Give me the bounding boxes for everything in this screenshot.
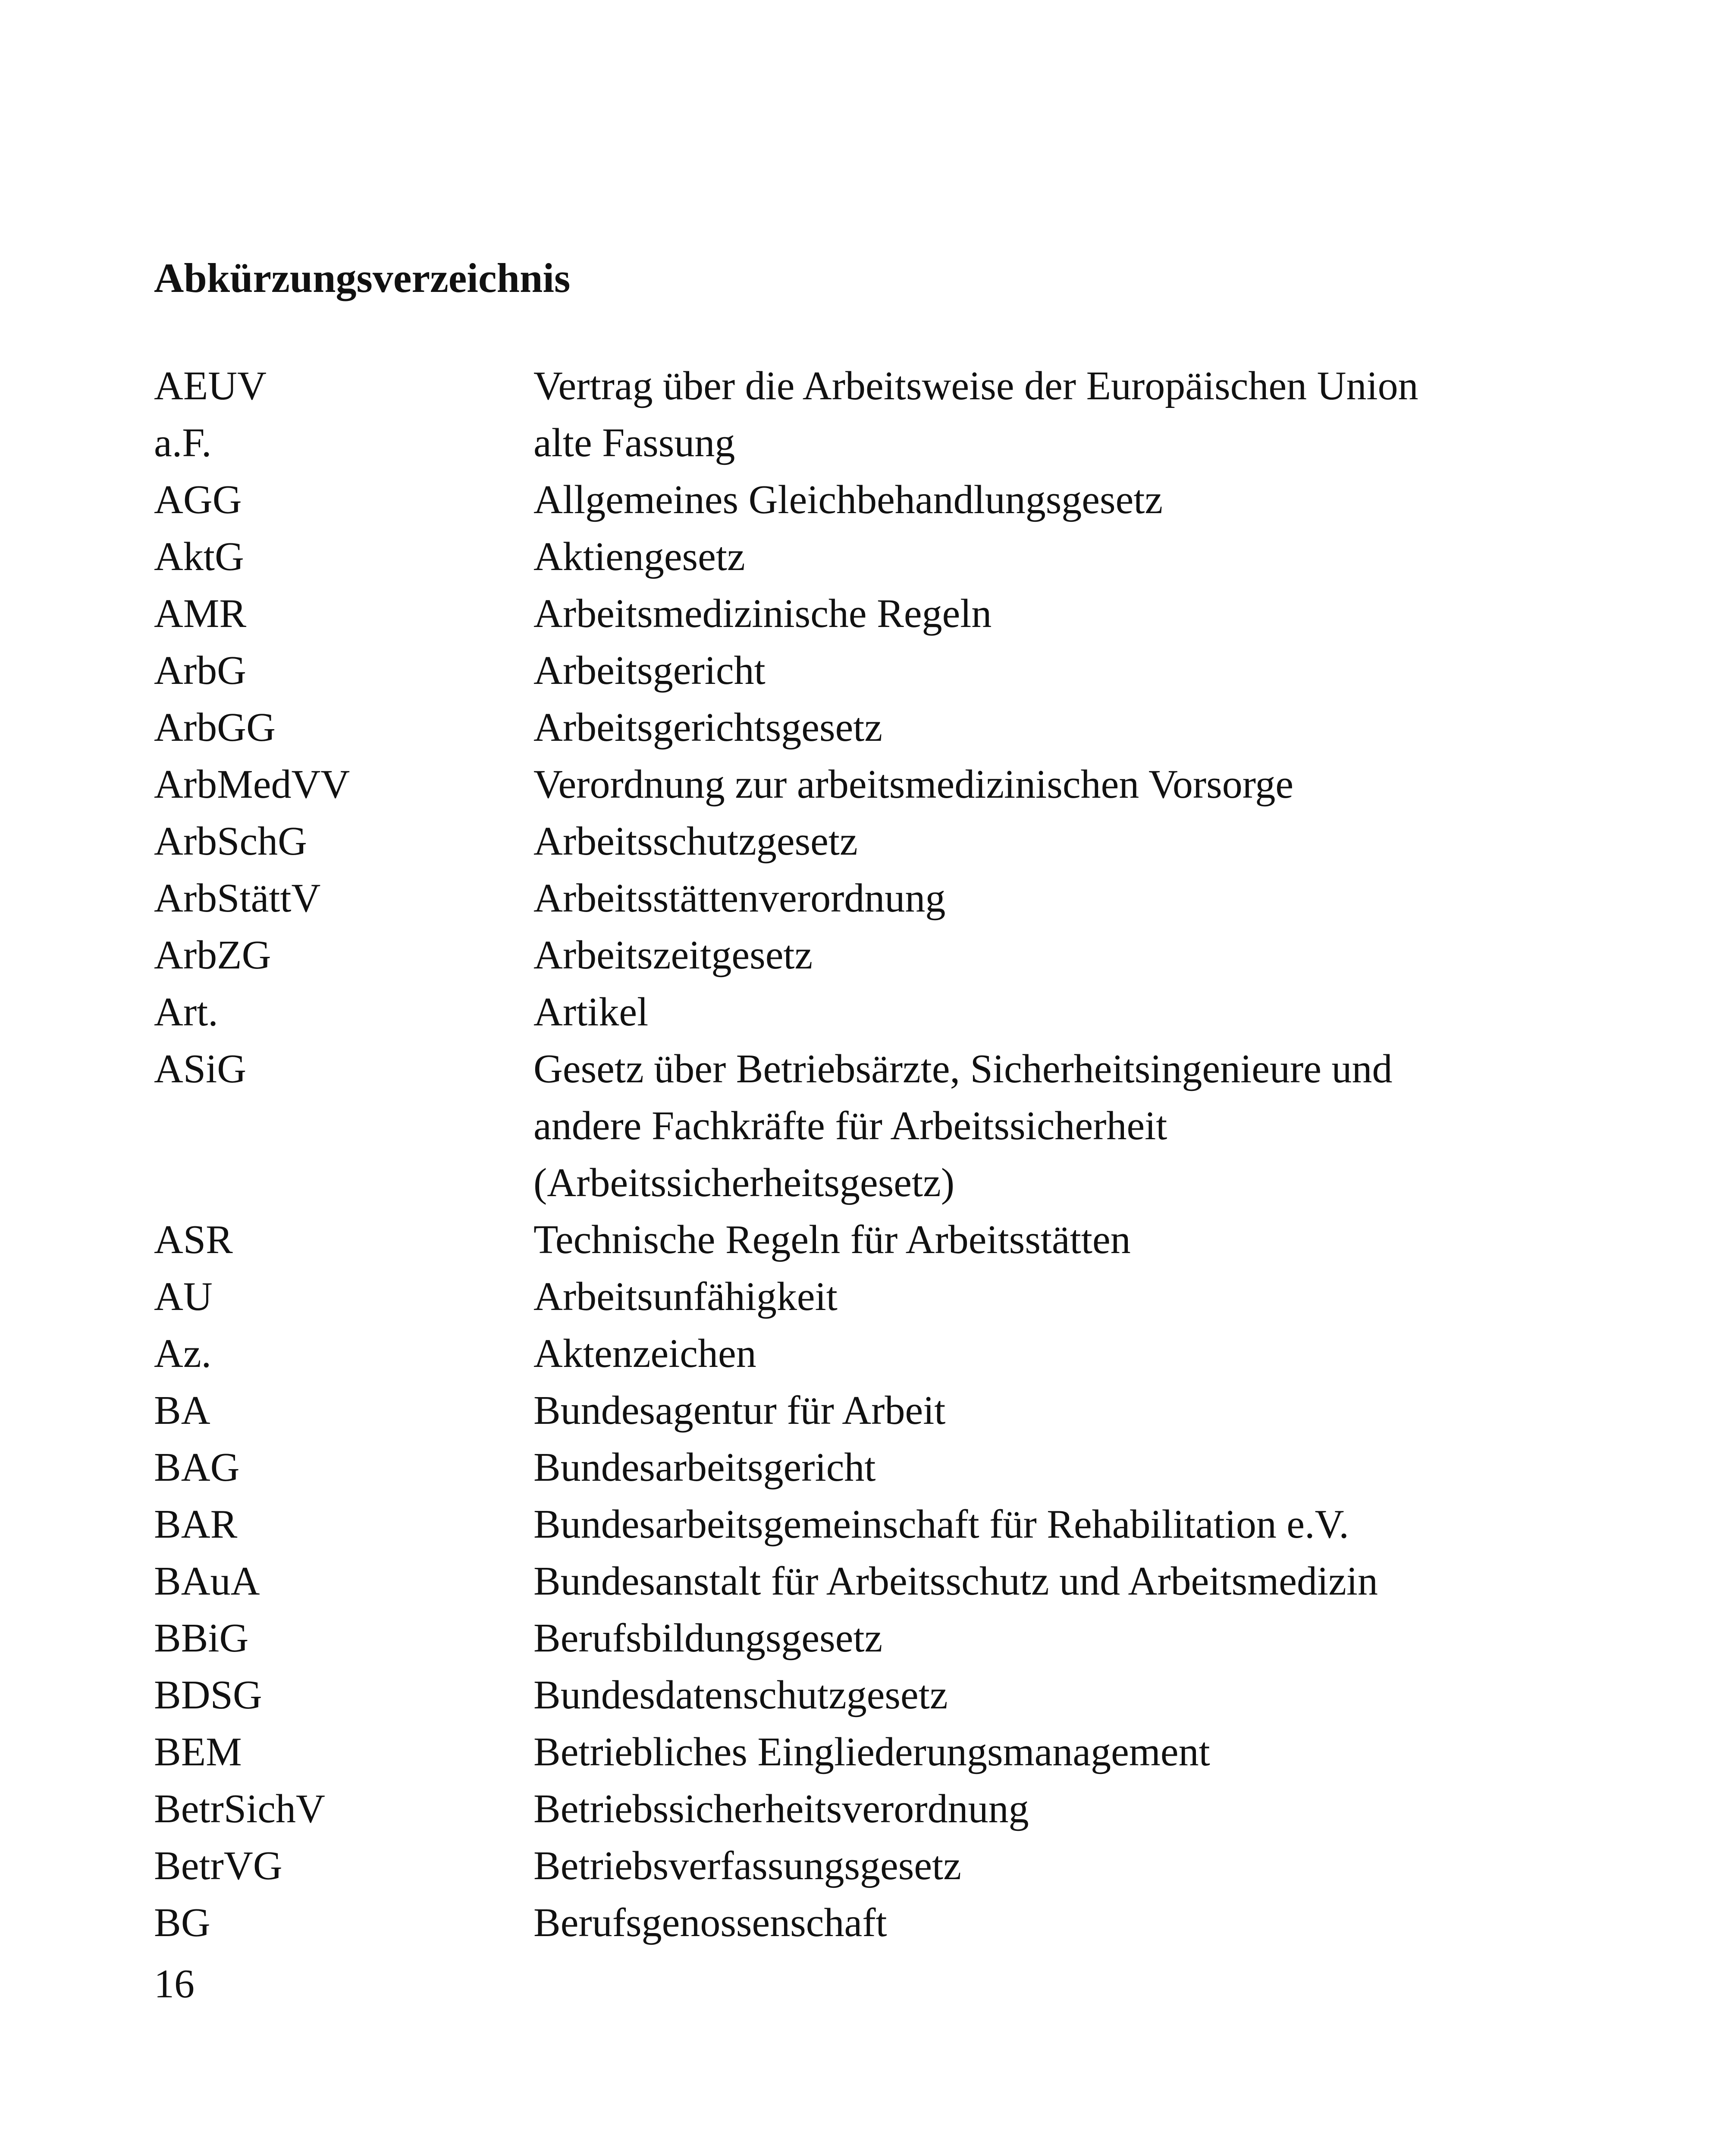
page-number: 16 xyxy=(154,1962,195,2006)
list-item xyxy=(154,870,1577,927)
page-title: Abkürzungsverzeichnis xyxy=(154,255,571,301)
definition xyxy=(533,984,1577,1040)
abbreviation: BBiG xyxy=(154,1616,249,1661)
list-item xyxy=(154,1382,1577,1439)
definition xyxy=(533,1382,1577,1439)
definition-line: Aktenzeichen xyxy=(533,1331,756,1376)
definition-line: Bundesarbeitsgemeinschaft für Rehabilitation e.V. xyxy=(533,1502,1349,1547)
abbreviation: AGG xyxy=(154,477,242,522)
definition-line: Betriebliches Eingliederungsmanagement xyxy=(533,1730,1210,1774)
definition-line: alte Fassung xyxy=(533,420,735,465)
list-item xyxy=(154,1439,1577,1496)
definition-line: Artikel xyxy=(533,990,649,1034)
definition-line: Vertrag über die Arbeitsweise der Europäischen Union xyxy=(533,364,1418,408)
list-item xyxy=(154,1837,1577,1894)
definition xyxy=(533,414,1577,471)
definition xyxy=(533,1040,1577,1211)
abbreviation: BDSG xyxy=(154,1673,262,1717)
definition xyxy=(533,1325,1577,1382)
list-item xyxy=(154,1780,1577,1837)
definition-line: Aktiengesetz xyxy=(533,534,745,579)
definition-line: Berufsbildungsgesetz xyxy=(533,1616,883,1661)
definition xyxy=(533,642,1577,699)
definition-line: Arbeitsstättenverordnung xyxy=(533,876,946,921)
abbreviation: ASR xyxy=(154,1217,233,1262)
list-item xyxy=(154,984,1577,1040)
definition xyxy=(533,1667,1577,1724)
definition-line: Bundesagentur für Arbeit xyxy=(533,1388,946,1433)
abbreviation: ArbZG xyxy=(154,933,271,978)
definition-line: Arbeitszeitgesetz xyxy=(533,933,813,978)
abbreviation: ArbStättV xyxy=(154,876,321,921)
definition-line: Arbeitsmedizinische Regeln xyxy=(533,591,992,636)
definition xyxy=(533,1724,1577,1780)
list-item xyxy=(154,1268,1577,1325)
definition-line: Verordnung zur arbeitsmedizinischen Vorsorge xyxy=(533,762,1294,807)
abbreviation: ArbSchG xyxy=(154,819,307,864)
definition xyxy=(533,1211,1577,1268)
definition xyxy=(533,870,1577,927)
abbreviation: BetrSichV xyxy=(154,1786,325,1831)
list-item xyxy=(154,471,1577,528)
list-item xyxy=(154,642,1577,699)
definition-line: (Arbeitssicherheitsgesetz) xyxy=(533,1160,955,1205)
definition-line: Betriebssicherheitsverordnung xyxy=(533,1786,1029,1831)
list-item xyxy=(154,1496,1577,1553)
definition xyxy=(533,585,1577,642)
definition xyxy=(533,1894,1577,1951)
definition-line: Arbeitsgerichtsgesetz xyxy=(533,705,883,750)
abbreviation: BEM xyxy=(154,1730,242,1774)
list-item xyxy=(154,1894,1577,1951)
abbreviation: AU xyxy=(154,1274,213,1319)
abbreviation: Az. xyxy=(154,1331,212,1376)
abbreviation: BAR xyxy=(154,1502,238,1547)
list-item xyxy=(154,1610,1577,1667)
list-item xyxy=(154,1553,1577,1610)
abbreviation: BA xyxy=(154,1388,210,1433)
definition-line: Bundesdatenschutzgesetz xyxy=(533,1673,948,1717)
abbreviation: a.F. xyxy=(154,420,212,465)
abbreviation: ASiG xyxy=(154,1047,247,1091)
list-item xyxy=(154,1325,1577,1382)
abbreviation: ArbGG xyxy=(154,705,276,750)
definition xyxy=(533,528,1577,585)
definition-line: Berufsgenossenschaft xyxy=(533,1900,887,1945)
list-item xyxy=(154,357,1577,414)
definition xyxy=(533,471,1577,528)
abbreviation: BetrVG xyxy=(154,1843,282,1888)
abbreviation: AktG xyxy=(154,534,244,579)
definition xyxy=(533,357,1577,414)
abbreviation: BAuA xyxy=(154,1559,260,1604)
list-item xyxy=(154,1040,1577,1211)
list-item xyxy=(154,756,1577,813)
definition-line: andere Fachkräfte für Arbeitssicherheit xyxy=(533,1103,1167,1148)
list-item xyxy=(154,585,1577,642)
list-item xyxy=(154,813,1577,870)
definition xyxy=(533,927,1577,984)
definition xyxy=(533,1268,1577,1325)
definition-line: Technische Regeln für Arbeitsstätten xyxy=(533,1217,1131,1262)
definition xyxy=(533,1837,1577,1894)
definition xyxy=(533,813,1577,870)
definition xyxy=(533,1553,1577,1610)
definition-line: Gesetz über Betriebsärzte, Sicherheitsingenieure und xyxy=(533,1047,1393,1091)
definition xyxy=(533,1610,1577,1667)
list-item xyxy=(154,927,1577,984)
abbreviation: Art. xyxy=(154,990,218,1034)
definition-line: Arbeitsschutzgesetz xyxy=(533,819,858,864)
list-item xyxy=(154,699,1577,756)
definition-line: Bundesarbeitsgericht xyxy=(533,1445,876,1490)
definition xyxy=(533,699,1577,756)
definition-line: Bundesanstalt für Arbeitsschutz und Arbeitsmedizin xyxy=(533,1559,1378,1604)
list-item xyxy=(154,528,1577,585)
abbreviation: ArbMedVV xyxy=(154,762,350,807)
definition-line: Arbeitsunfähigkeit xyxy=(533,1274,838,1319)
definition xyxy=(533,1439,1577,1496)
abbreviation: BG xyxy=(154,1900,210,1945)
list-item xyxy=(154,1211,1577,1268)
definition-line: Betriebsverfassungsgesetz xyxy=(533,1843,961,1888)
definition xyxy=(533,756,1577,813)
abbreviation: AMR xyxy=(154,591,247,636)
abbreviation: ArbG xyxy=(154,648,247,693)
definition xyxy=(533,1780,1577,1837)
definition-line: Arbeitsgericht xyxy=(533,648,766,693)
list-item xyxy=(154,414,1577,471)
list-item xyxy=(154,1724,1577,1780)
definition-line: Allgemeines Gleichbehandlungsgesetz xyxy=(533,477,1163,522)
abbreviation-list xyxy=(154,357,1577,1951)
list-item xyxy=(154,1667,1577,1724)
definition xyxy=(533,1496,1577,1553)
abbreviation: AEUV xyxy=(154,364,267,408)
abbreviation: BAG xyxy=(154,1445,240,1490)
